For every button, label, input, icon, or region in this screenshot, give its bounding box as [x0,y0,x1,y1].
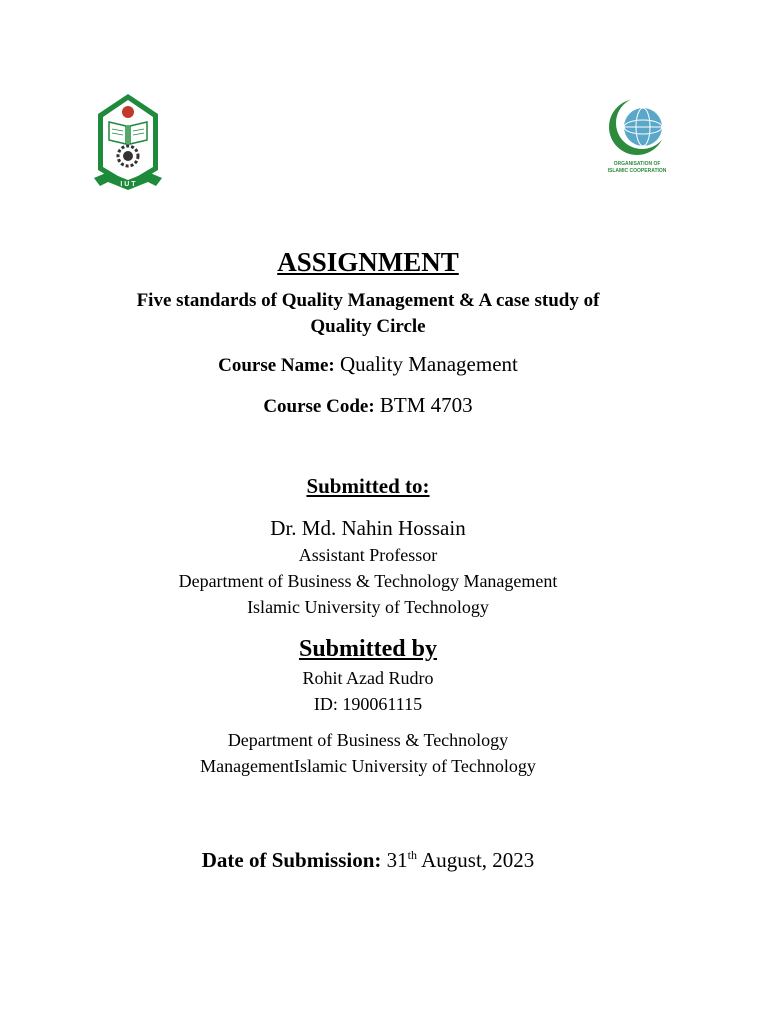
submission-date-suffix: th [407,848,418,862]
submitted-by-heading: Submitted by [298,636,438,662]
supervisor-university: Islamic University of Technology [247,597,489,617]
svg-text:ISLAMIC COOPERATION: ISLAMIC COOPERATION [607,168,667,174]
submission-date-label: Date of Submission: [201,848,382,872]
submission-date-rest: August, 2023 [417,848,535,872]
oic-logo [600,95,674,177]
submitted-to-heading: Submitted to: [306,474,430,498]
supervisor-name: Dr. Md. Nahin Hossain [270,516,466,540]
supervisor-department: Department of Business & Technology Management [178,571,558,591]
course-name-line [0,352,736,377]
submission-date-day: 31 [381,848,408,872]
course-name-label: Course Name: [218,355,335,376]
course-code-label: Course Code: [263,396,375,417]
assignment-topic-line-2: Quality Circle [310,316,426,337]
submission-date-line [0,848,736,873]
assignment-heading: ASSIGNMENT [277,247,459,277]
svg-text:I U T: I U T [120,181,136,188]
student-department-line-1: Department of Business & Technology [227,730,509,750]
svg-text:ORGANISATION OF: ORGANISATION OF [613,161,661,167]
student-department-line-2: ManagementIslamic University of Technology [200,756,536,776]
assignment-topic-line-1: Five standards of Quality Management & A case study of [136,290,600,311]
course-code-line [0,393,736,418]
student-id: ID: 190061115 [313,694,423,714]
student-name: Rohit Azad Rudro [302,668,434,688]
course-code-value: BTM 4703 [374,393,473,417]
course-name-value: Quality Management [334,352,518,376]
supervisor-title: Assistant Professor [298,545,438,565]
iut-logo [92,92,164,194]
